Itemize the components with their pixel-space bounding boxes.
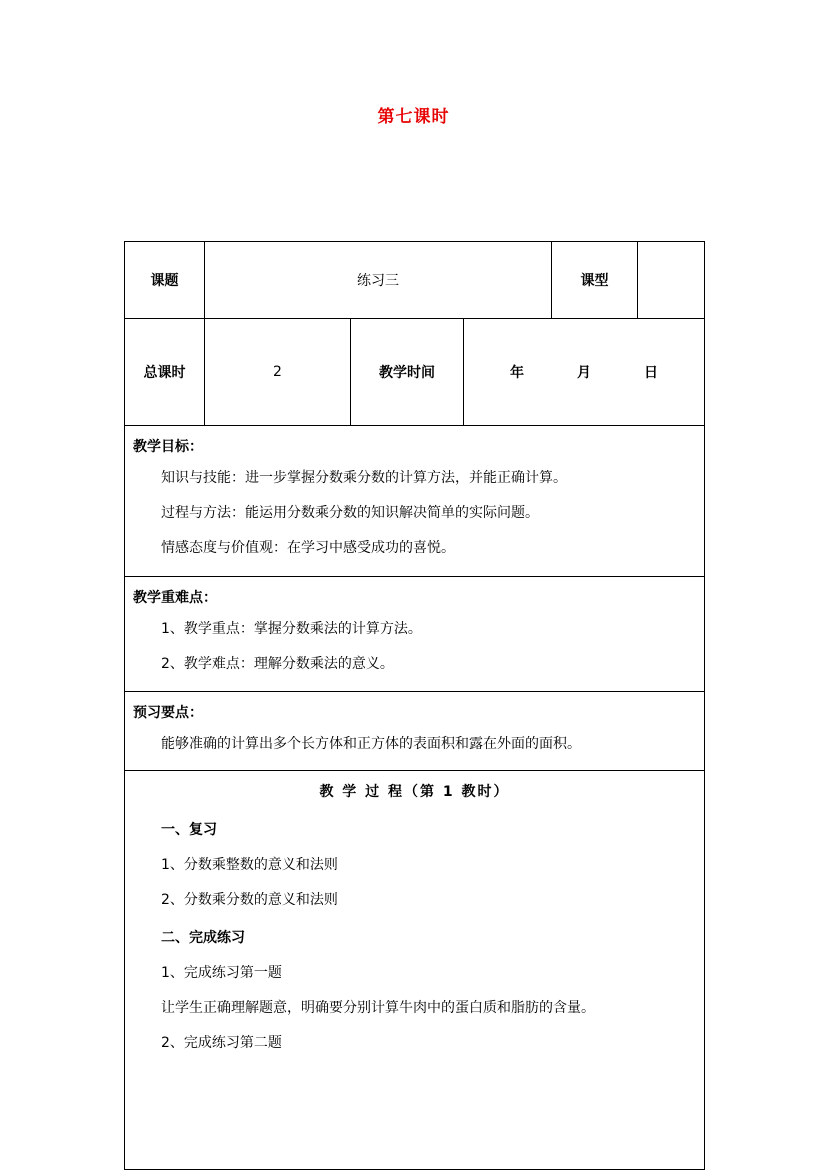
table-row bbox=[125, 242, 705, 319]
goal-item: 过程与方法：能运用分数乘分数的知识解决简单的实际问题。 bbox=[161, 505, 539, 521]
teaching-time-label: 教学时间 bbox=[351, 319, 464, 426]
lesson-plan-table bbox=[124, 241, 705, 1170]
process-item: 2、完成练习第二题 bbox=[161, 1035, 282, 1051]
key-point-item: 1、教学重点：掌握分数乘法的计算方法。 bbox=[161, 621, 422, 637]
goal-item: 知识与技能：进一步掌握分数乘分数的计算方法，并能正确计算。 bbox=[161, 470, 567, 486]
page-title: 第七课时 bbox=[377, 107, 450, 127]
preview-item: 能够准确的计算出多个长方体和正方体的表面积和露在外面的面积。 bbox=[161, 736, 581, 752]
section-title: 预习要点： bbox=[133, 705, 203, 721]
table-row bbox=[125, 319, 705, 426]
type-label: 课型 bbox=[552, 242, 638, 319]
section-title: 教学重难点： bbox=[133, 590, 217, 606]
process-heading: 教 学 过 程（第 1 教时） bbox=[319, 784, 510, 800]
table-row bbox=[125, 426, 705, 577]
teaching-process-section bbox=[125, 771, 705, 1170]
total-hours-label: 总课时 bbox=[125, 319, 205, 426]
table-row bbox=[125, 692, 705, 771]
topic-value: 练习三 bbox=[205, 242, 552, 319]
teaching-goals-section bbox=[125, 426, 705, 577]
key-point-item: 2、教学难点：理解分数乘法的意义。 bbox=[161, 656, 394, 672]
table-row bbox=[125, 577, 705, 692]
type-value bbox=[638, 242, 705, 319]
date-month: 月 bbox=[577, 365, 591, 381]
goal-item: 情感态度与价值观：在学习中感受成功的喜悦。 bbox=[161, 540, 455, 556]
process-item: 2、分数乘分数的意义和法则 bbox=[161, 892, 338, 908]
table-row bbox=[125, 771, 705, 1170]
process-item: 1、完成练习第一题 bbox=[161, 965, 282, 981]
preview-section bbox=[125, 692, 705, 771]
process-subheading: 二、完成练习 bbox=[161, 930, 245, 946]
process-item: 让学生正确理解题意，明确要分别计算牛肉中的蛋白质和脂肪的含量。 bbox=[161, 1000, 595, 1016]
teaching-date-cell bbox=[464, 319, 705, 426]
date-year: 年 bbox=[510, 365, 524, 381]
process-item: 1、分数乘整数的意义和法则 bbox=[161, 857, 338, 873]
process-subheading: 一、复习 bbox=[161, 822, 217, 838]
total-hours-value: 2 bbox=[205, 319, 351, 426]
section-title: 教学目标： bbox=[133, 439, 203, 455]
key-points-section bbox=[125, 577, 705, 692]
topic-label: 课题 bbox=[125, 242, 205, 319]
date-day: 日 bbox=[644, 365, 658, 381]
